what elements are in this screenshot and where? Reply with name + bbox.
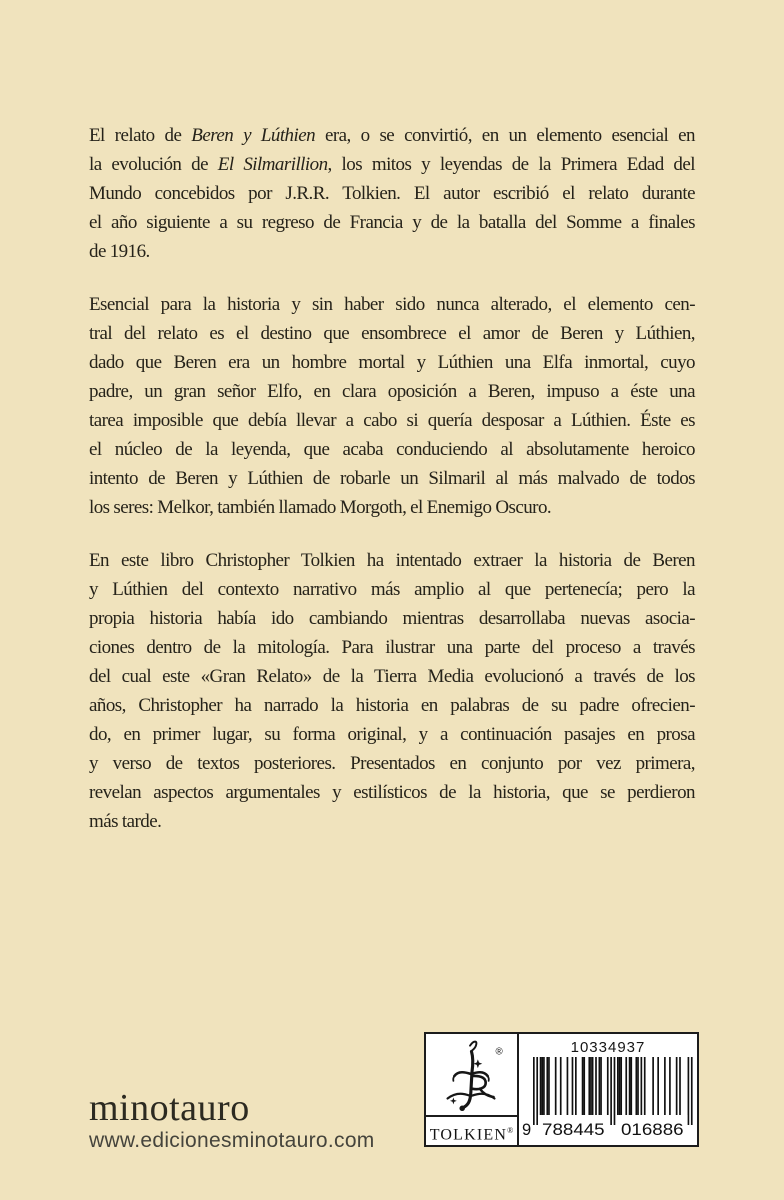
- paragraph: [89, 121, 695, 266]
- text-line: do, en primer lugar, su forma original, y a continuación pasajes en prosa: [89, 724, 695, 745]
- isbn-digits: 9: [522, 1121, 532, 1139]
- publisher-website: www.edicionesminotauro.com: [89, 1129, 375, 1152]
- back-cover-text: [89, 121, 695, 860]
- text-line: En este libro Christopher Tolkien ha intentado extraer la historia de Beren: [89, 550, 695, 571]
- publisher-logo: minotauro: [89, 1087, 250, 1129]
- text-line: el año siguiente a su regreso de Francia y de la batalla del Somme a finales: [89, 212, 695, 233]
- text-line: del cual este «Gran Relato» de la Tierra Media evolucionó a través de los: [89, 666, 695, 687]
- tolkien-brand-label: [426, 1115, 517, 1145]
- text-line: El relato de Beren y Lúthien era, o se convirtió, en un elemento esencial en: [89, 125, 695, 146]
- isbn-digits: 016886: [620, 1121, 684, 1139]
- sparkle-icon: [450, 1097, 457, 1104]
- text-line: y Lúthien del contexto narrativo más amplio al que pertenecía; pero la: [89, 579, 695, 600]
- text-line: la evolución de El Silmarillion, los mitos y leyendas de la Primera Edad del: [89, 154, 695, 175]
- text-line: Esencial para la historia y sin haber sido nunca alterado, el elemento cen-: [89, 294, 695, 315]
- registered-mark-icon: ®: [495, 1046, 503, 1058]
- text-line: y verso de textos posteriores. Presentados en conjunto por vez primera,: [89, 753, 695, 774]
- text-line: más tarde.: [89, 811, 162, 832]
- ean13-barcode: [522, 1057, 694, 1141]
- text-line: Mundo concebidos por J.R.R. Tolkien. El autor escribió el relato durante: [89, 183, 695, 204]
- paragraph: [89, 546, 695, 836]
- text-line: años, Christopher ha narrado la historia en palabras de su padre ofrecien-: [89, 695, 695, 716]
- sparkle-icon: [473, 1059, 482, 1068]
- text-line: intento de Beren y Lúthien de robarle un Silmaril al más malvado de todos: [89, 468, 695, 489]
- text-line: dado que Beren era un hombre mortal y Lúthien una Elfa inmortal, cuyo: [89, 352, 695, 373]
- text-line: revelan aspectos argumentales y estilísticos de la historia, que se perdieron: [89, 782, 695, 803]
- text-line: el núcleo de la leyenda, que acaba conduciendo al absolutamente heroico: [89, 439, 695, 460]
- isbn-digits: 788445: [542, 1121, 605, 1139]
- paragraph: [89, 290, 695, 522]
- registered-mark: ®: [507, 1126, 514, 1135]
- tolkien-brand-cell: [426, 1034, 519, 1145]
- monogram-dot: [459, 1106, 464, 1111]
- text-line: tral del relato es el destino que ensombrece el amor de Beren y Lúthien,: [89, 323, 695, 344]
- text-line: de 1916.: [89, 241, 150, 262]
- tolkien-monogram-icon: [426, 1034, 517, 1115]
- text-line: ciones dentro de la mitología. Para ilustrar una parte del proceso a través: [89, 637, 695, 658]
- barcode-top-number: 10334937: [570, 1039, 646, 1056]
- brand-label-text: TOLKIEN: [429, 1126, 508, 1144]
- text-line: los seres: Melkor, también llamado Morgoth, el Enemigo Oscuro.: [89, 497, 552, 518]
- text-line: propia historia había ido cambiando mientras desarrollaba nuevas asocia-: [89, 608, 695, 629]
- text-line: tarea imposible que debía llevar a cabo si quería desposar a Lúthien. Éste es: [89, 410, 695, 431]
- text-line: padre, un gran señor Elfo, en clara oposición a Beren, impuso a éste una: [89, 381, 695, 402]
- publisher-block: [89, 1088, 375, 1153]
- barcode-panel: [424, 1032, 699, 1147]
- barcode-cell: [519, 1034, 697, 1145]
